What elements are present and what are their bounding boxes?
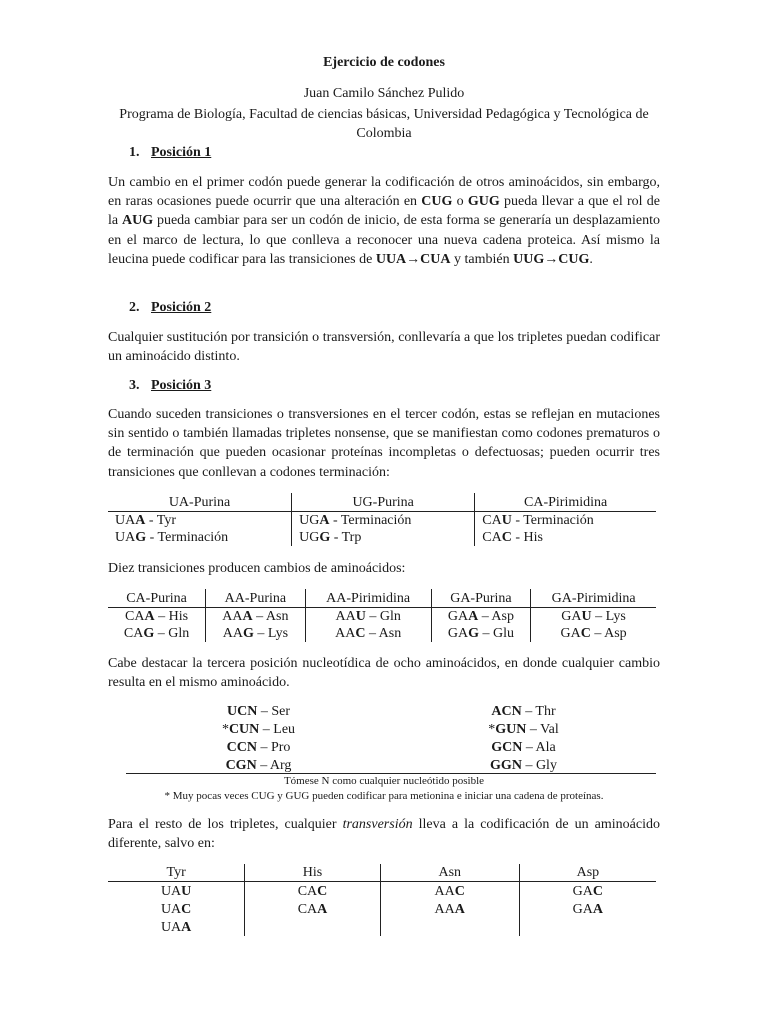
table-header: CA-Purina — [108, 589, 206, 608]
terminacion-table — [108, 493, 656, 546]
table-cell: AAC — [380, 882, 519, 901]
table-cell: GAA – Asp — [431, 608, 531, 626]
table-cell: GAU – Lys — [531, 608, 656, 626]
table-cell: UGA - Terminación — [292, 512, 475, 530]
table-row — [108, 900, 656, 918]
tercera-posicion-table — [126, 702, 656, 774]
paragraph-diez-transiciones: Diez transiciones producen cambios de aminoácidos: — [108, 561, 406, 576]
table-row — [126, 738, 656, 756]
table-row — [126, 756, 656, 774]
table-row — [126, 702, 656, 720]
table-row — [108, 625, 656, 642]
section-title: Posición 1 — [151, 145, 212, 160]
paragraph-posicion-2: Cualquier sustitución por transición o transversión, conllevaría a que los tripletes puedan codificar un aminoácido distinto. — [108, 330, 660, 365]
table-header: AA-Pirimidina — [305, 589, 431, 608]
table-cell: CGN – Arg — [225, 757, 292, 773]
table-row — [108, 512, 656, 530]
table-cell: UAC — [160, 901, 192, 917]
table-note: Tómese N como cualquier nucleótido posible — [283, 775, 485, 787]
transversion-table — [108, 864, 656, 936]
table-footnote: * Muy pocas veces CUG y GUG pueden codificar para metionina e iniciar una cadena de proteínas. — [164, 790, 604, 802]
table-cell: CAA — [245, 900, 381, 918]
affiliation: Programa de Biología, Facultad de ciencias básicas, Universidad Pedagógica y Tecnológica de Colombia — [119, 107, 649, 141]
table-cell: CCN – Pro — [226, 739, 291, 755]
table-row — [108, 882, 656, 901]
table-cell: *GUN – Val — [488, 721, 559, 737]
document-title: Ejercicio de codones — [323, 55, 445, 70]
section-heading-2 — [129, 299, 211, 317]
arrow-icon: → — [406, 251, 421, 267]
table-header: Asn — [380, 864, 519, 882]
table-cell — [380, 918, 519, 936]
section-heading-1 — [129, 144, 211, 162]
arrow-icon: → — [544, 251, 559, 267]
table-header: UG-Purina — [292, 493, 475, 512]
table-cell: GAC — [519, 882, 656, 901]
table-row — [108, 918, 656, 936]
table-cell: UAA — [160, 919, 192, 935]
table-header: AA-Purina — [206, 589, 306, 608]
section-number: 1. — [129, 145, 140, 160]
author-name: Juan Camilo Sánchez Pulido — [303, 86, 465, 101]
table-cell: CAG – Gln — [123, 626, 190, 641]
section-number: 3. — [129, 378, 140, 393]
table-cell: UAG - Terminación — [115, 530, 229, 545]
table-cell — [519, 918, 656, 936]
paragraph-cabe-destacar: Cabe destacar la tercera posición nucleotídica de ocho aminoácidos, en donde cualquier cambio resulta en el mismo aminoácido. — [108, 656, 660, 691]
table-cell: CAC - His — [475, 529, 656, 546]
table-cell: UGG - Trp — [292, 529, 475, 546]
table-header: GA-Purina — [431, 589, 531, 608]
table-cell: AAC – Asn — [305, 625, 431, 642]
table-header: Tyr — [108, 864, 245, 882]
table-cell: GAA — [519, 900, 656, 918]
section-number: 2. — [129, 300, 140, 315]
table-cell: GAC – Asp — [531, 625, 656, 642]
table-cell: GGN – Gly — [490, 757, 557, 773]
table-cell: AAG – Lys — [206, 625, 306, 642]
table-cell: AAA – Asn — [206, 608, 306, 626]
table-header: UA-Purina — [108, 493, 292, 512]
table-cell — [245, 918, 381, 936]
table-header: Asp — [519, 864, 656, 882]
table-cell: AAU – Gln — [305, 608, 431, 626]
table-cell: AAA — [380, 900, 519, 918]
paragraph-posicion-3: Cuando suceden transiciones o transversiones en el tercer codón, estas se reflejan en mutaciones sin sentido o también llamadas tripletes nonsense, que se manifiestan como codones prematuros o de terminación que pueden ocasionar proteínas incompletas o defectuosas; pueden ocurrir tres transiciones que conllevan a codones terminación: — [108, 407, 660, 480]
table-cell: CAA – His — [125, 609, 189, 624]
section-heading-3 — [129, 377, 211, 395]
table-header: GA-Pirimidina — [531, 589, 656, 608]
paragraph-posicion-1: Un cambio en el primer codón puede generar la codificación de otros aminoácidos, sin embargo, en raras ocasiones puede ocurrir que una alteración en CUG o GUG pueda llevar a que el rol de la AUG pueda cambiar para ser un codón de inicio, de esta forma se generaría un desplazamiento en el marco de lectura, lo que conlleva a reconocer una nueva cadena proteica. Así mismo la leucina puede codificar para las transiciones de UUA→CUA y también UUG→CUG. — [108, 175, 661, 267]
table-cell: UAU — [160, 883, 192, 899]
table-cell: UCN – Ser — [226, 703, 290, 719]
table-row — [108, 529, 656, 546]
table-header: CA-Pirimidina — [475, 493, 656, 512]
table-cell: CAC — [245, 882, 381, 901]
paragraph-resto: Para el resto de los tripletes, cualquier transversión lleva a la codificación de un aminoácido diferente, salvo en: — [108, 817, 660, 852]
table-cell: *CUN – Leu — [221, 721, 296, 737]
table-cell: GAG – Glu — [431, 625, 531, 642]
section-title: Posición 2 — [151, 300, 212, 315]
table-cell: CAU - Terminación — [475, 512, 656, 530]
table-row — [126, 720, 656, 738]
section-title: Posición 3 — [151, 378, 212, 393]
table-cell: GCN – Ala — [491, 739, 556, 755]
aminoacidos-table — [108, 589, 656, 642]
table-cell: ACN – Thr — [491, 703, 556, 719]
table-cell: UAA - Tyr — [115, 513, 177, 528]
table-row — [108, 608, 656, 626]
table-header: His — [245, 864, 381, 882]
